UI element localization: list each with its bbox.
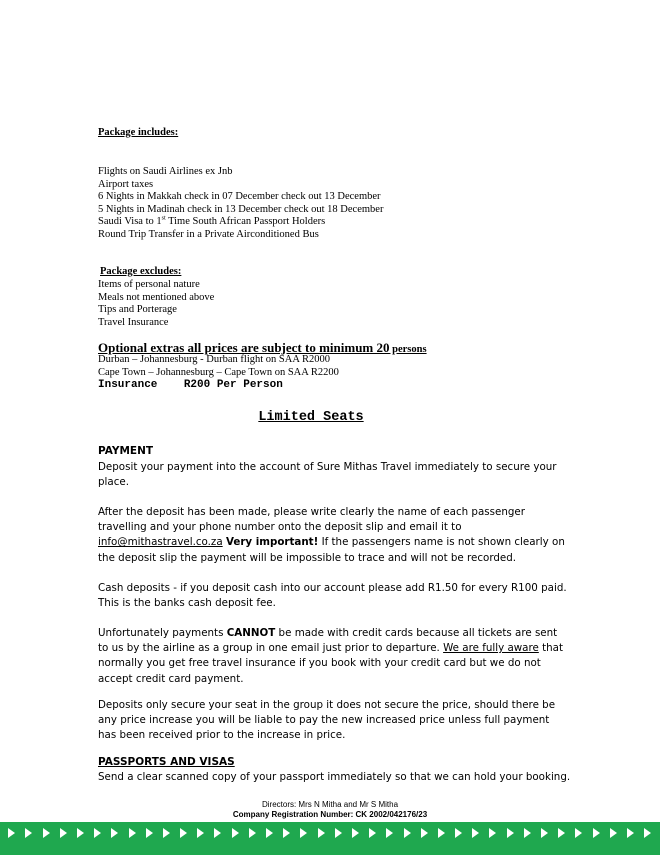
payment-heading: PAYMENT xyxy=(98,445,154,457)
footer-arrow-icon xyxy=(421,828,428,838)
underlined-text: We are fully aware xyxy=(443,642,539,655)
footer-arrow-icon xyxy=(455,828,462,838)
footer-arrow-icon xyxy=(283,828,290,838)
footer-arrow-icon xyxy=(300,828,307,838)
insurance-line: Insurance R200 Per Person xyxy=(98,379,283,391)
extras-heading-main: Optional extras all prices are subject to minimum 20 xyxy=(98,340,390,355)
email-link[interactable]: info@mithastravel.co.za xyxy=(98,536,223,549)
payment-para-5 xyxy=(98,698,568,744)
footer-arrow-icon xyxy=(77,828,84,838)
footer-directors: Directors: Mrs N Mitha and Mr S Mitha xyxy=(261,800,399,809)
footer-arrow-icon xyxy=(472,828,479,838)
footer-arrow-icon xyxy=(197,828,204,838)
limited-seats-heading: Limited Seats xyxy=(258,410,364,425)
list-item: Cape Town – Johannesburg – Cape Town on SAA R2200 xyxy=(98,366,339,378)
text: If the passengers name is not shown clearly on the deposit slip the payment will be impossible to trace and will not be recorded. xyxy=(98,536,565,564)
footer-arrow-icon xyxy=(43,828,50,838)
footer-registration: Company Registration Number: CK 2002/042176/23 xyxy=(232,810,428,819)
footer-arrow-icon xyxy=(489,828,496,838)
footer-arrow-icon xyxy=(507,828,514,838)
paragraph-text: Deposits only secure your seat in the group it does not secure the price, should there be any price increase you will be liable to pay the new increased price unless full payment has been received prior to the increase in price. xyxy=(98,699,556,742)
paragraph-text xyxy=(98,626,568,687)
list-item: Airport taxes xyxy=(98,178,154,190)
payment-para-1 xyxy=(98,460,568,490)
list-item: Durban – Johannesburg - Durban flight on SAA R2000 xyxy=(98,354,330,365)
includes-list xyxy=(98,166,383,241)
footer-arrow-icon xyxy=(438,828,445,838)
excludes-heading: Package excludes: xyxy=(100,266,182,277)
list-item: Round Trip Transfer in a Private Airconditioned Bus xyxy=(98,228,319,240)
payment-para-3 xyxy=(98,581,568,611)
list-item: 5 Nights in Madinah check in 13 December check out 18 December xyxy=(98,203,384,215)
footer-arrow-icon xyxy=(386,828,393,838)
footer-arrow-icon xyxy=(335,828,342,838)
payment-para-4 xyxy=(98,626,568,687)
footer-arrow-icon xyxy=(111,828,118,838)
footer-arrow-icon xyxy=(146,828,153,838)
list-item: Items of personal nature xyxy=(98,279,200,290)
footer-arrow-icon xyxy=(352,828,359,838)
footer-arrow-icon xyxy=(94,828,101,838)
footer-arrow-icon xyxy=(214,828,221,838)
footer-arrow-icon xyxy=(129,828,136,838)
footer-arrow-icon xyxy=(60,828,67,838)
list-item xyxy=(98,216,383,229)
footer-arrow-icon xyxy=(25,828,32,838)
footer-arrow-icon xyxy=(524,828,531,838)
footer-arrow-icon xyxy=(180,828,187,838)
footer-arrow-icon xyxy=(644,828,651,838)
list-item: Tips and Porterage xyxy=(98,304,177,315)
footer-arrow-icon xyxy=(593,828,600,838)
footer-arrow-icon xyxy=(163,828,170,838)
footer-arrow-icon xyxy=(232,828,239,838)
text: After the deposit has been made, please write clearly the name of each passenger travelling and your phone number onto the deposit slip and email it to xyxy=(98,506,525,534)
text: that normally you get free travel insurance if you book with your credit card but we do not accept credit card payment. xyxy=(98,642,564,685)
footer-arrow-icon xyxy=(558,828,565,838)
paragraph-text: Cash deposits - if you deposit cash into our account please add R1.50 for every R100 paid. This is the banks cash deposit fee. xyxy=(98,582,567,610)
list-item: Meals not mentioned above xyxy=(98,291,215,303)
footer-arrow-icon xyxy=(318,828,325,838)
footer-arrow-row xyxy=(0,827,660,839)
footer-arrow-icon xyxy=(575,828,582,838)
footer-arrow-icon xyxy=(627,828,634,838)
footer-arrow-icon xyxy=(249,828,256,838)
footer-arrow-icon xyxy=(266,828,273,838)
footer-arrow-icon xyxy=(541,828,548,838)
emphasis: CANNOT xyxy=(226,627,276,639)
extras-list xyxy=(98,354,339,379)
visa-rest: Time South African Passport Holders xyxy=(165,216,326,227)
text: be made with credit cards because all tickets are sent to us by the airline as a group in one email just prior to departure. xyxy=(98,627,558,655)
paragraph-text xyxy=(98,505,568,566)
visa-text: Saudi Visa to 1 xyxy=(98,216,162,227)
passports-heading: PASSPORTS AND VISAS xyxy=(98,756,235,768)
text: Unfortunately payments xyxy=(98,627,227,639)
passports-text: Send a clear scanned copy of your passport immediately so that we can hold your booking. xyxy=(98,771,571,783)
includes-heading: Package includes: xyxy=(98,127,179,138)
list-item: Flights on Saudi Airlines ex Jnb xyxy=(98,166,233,177)
extras-heading-suffix: persons xyxy=(389,344,427,355)
emphasis: Very important! xyxy=(225,536,319,549)
excludes-list xyxy=(98,279,214,329)
visa-sup: st xyxy=(161,215,166,222)
list-item: Travel Insurance xyxy=(98,316,169,328)
footer-arrow-icon xyxy=(404,828,411,838)
footer-arrow-icon xyxy=(8,828,15,838)
footer-arrow-icon xyxy=(369,828,376,838)
footer-arrow-icon xyxy=(610,828,617,838)
paragraph-text: Deposit your payment into the account of Sure Mithas Travel immediately to secure your place. xyxy=(98,461,557,489)
payment-para-2 xyxy=(98,505,568,566)
list-item: 6 Nights in Makkah check in 07 December check out 13 December xyxy=(98,191,381,202)
